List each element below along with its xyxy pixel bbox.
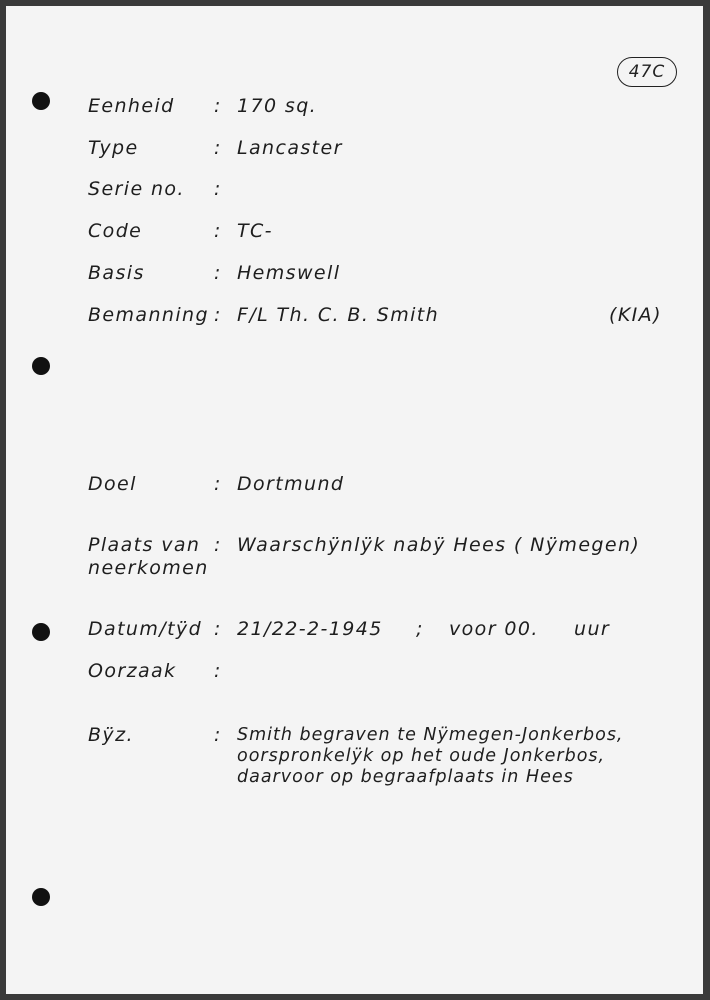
doel-label: Doel	[88, 473, 137, 495]
eenheid-label: Eenheid	[88, 95, 175, 117]
code-colon: :	[214, 220, 222, 242]
punch-hole	[32, 888, 50, 906]
byz-label: Bÿz.	[88, 724, 134, 746]
byz-line-1: Smith begraven te Nÿmegen-Jonkerbos,	[237, 725, 624, 745]
punch-hole	[32, 623, 50, 641]
bemanning-value: F/L Th. C. B. Smith	[237, 304, 440, 326]
type-value: Lancaster	[237, 137, 343, 159]
serie-colon: :	[214, 178, 222, 200]
plaats-value: Waarschÿnlÿk nabÿ Hees ( Nÿmegen)	[237, 534, 641, 556]
datum-unit: uur	[574, 618, 611, 640]
eenheid-colon: :	[214, 95, 222, 117]
eenheid-value: 170 sq.	[237, 95, 318, 117]
oorzaak-label: Oorzaak	[88, 660, 177, 682]
plaats-label-line1: Plaats van	[88, 534, 201, 556]
bemanning-label: Bemanning	[88, 304, 209, 326]
type-colon: :	[214, 137, 222, 159]
oorzaak-colon: :	[214, 660, 222, 682]
datum-time: voor 00.	[449, 618, 539, 640]
type-label: Type	[88, 137, 139, 159]
plaats-colon: :	[214, 534, 222, 556]
doel-colon: :	[214, 473, 222, 495]
serie-label: Serie no.	[88, 178, 185, 200]
basis-value: Hemswell	[237, 262, 341, 284]
datum-date: 21/22-2-1945	[237, 618, 383, 640]
basis-label: Basis	[88, 262, 145, 284]
byz-line-3: daarvoor op begraafplaats in Hees	[237, 767, 574, 787]
byz-colon: :	[214, 724, 222, 746]
bemanning-status: (KIA)	[609, 304, 662, 326]
plaats-label-line2: neerkomen	[88, 557, 209, 579]
datum-separator: ;	[416, 618, 424, 640]
document-page	[6, 6, 703, 994]
punch-hole	[32, 92, 50, 110]
byz-line-2: oorspronkelÿk op het oude Jonkerbos,	[237, 746, 606, 766]
punch-hole	[32, 357, 50, 375]
basis-colon: :	[214, 262, 222, 284]
code-label: Code	[88, 220, 143, 242]
code-value: TC-	[237, 220, 273, 242]
datum-label: Datum/tÿd	[88, 618, 203, 640]
bemanning-colon: :	[214, 304, 222, 326]
document-reference-number: 47C	[617, 57, 677, 87]
datum-colon: :	[214, 618, 222, 640]
doel-value: Dortmund	[237, 473, 345, 495]
